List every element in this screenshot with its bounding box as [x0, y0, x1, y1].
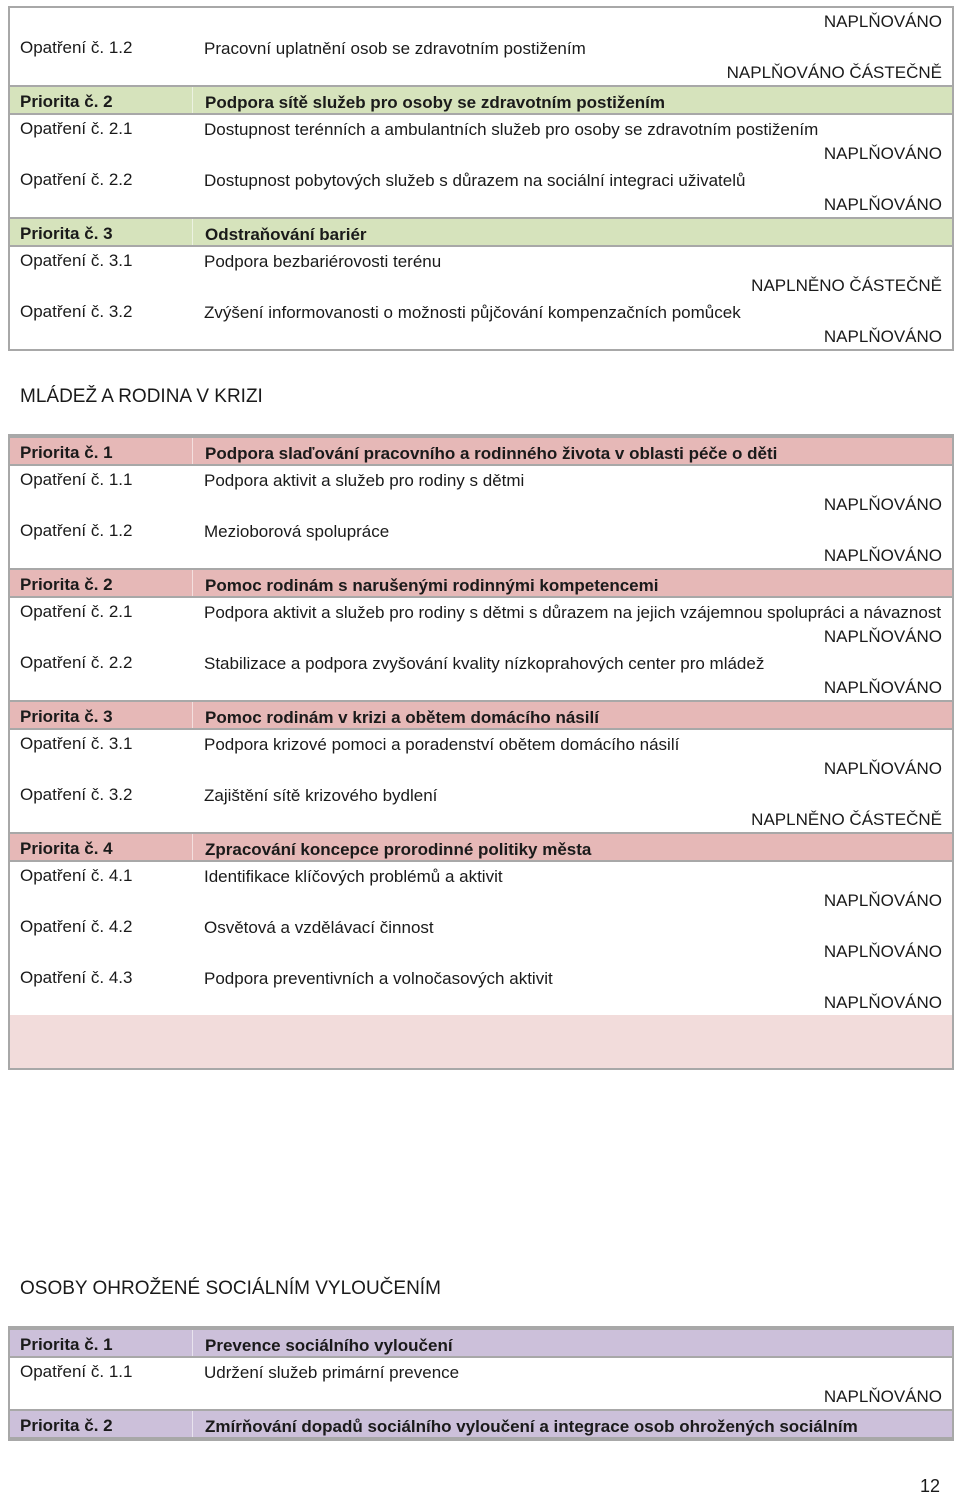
measure-code: Opatření č. 1.1 [20, 1362, 133, 1381]
priority-row [10, 700, 952, 730]
measure-title: Identifikace klíčových problémů a aktivit [204, 867, 503, 886]
measure-row [10, 781, 952, 832]
priority-code: Priorita č. 2 [20, 575, 113, 594]
measure-row [10, 598, 952, 649]
priority-code: Priorita č. 3 [20, 224, 113, 243]
status-text: NAPLŇOVÁNO [823, 942, 942, 961]
measure-title: Podpora krizové pomoci a poradenství obětem domácího násilí [204, 735, 680, 754]
measure-code: Opatření č. 2.2 [20, 653, 133, 672]
measure-row [10, 913, 952, 964]
priority-title: Podpora slaďování pracovního a rodinného života v oblasti péče o děti [205, 444, 778, 463]
priority-code: Priorita č. 2 [20, 92, 113, 111]
status-text: NAPLŇOVÁNO [823, 495, 942, 514]
youth-family-table-rows [10, 436, 952, 1015]
priority-row [10, 436, 952, 466]
priority-title: Pomoc rodinám s narušenými rodinnými kompetencemi [205, 576, 659, 595]
measure-title: Podpora aktivit a služeb pro rodiny s dětmi [204, 471, 525, 490]
priority-code: Priorita č. 1 [20, 1335, 113, 1354]
priority-code: Priorita č. 4 [20, 839, 113, 858]
priority-title: Zmírňování dopadů sociálního vyloučení a integrace osob ohrožených sociálním [205, 1417, 858, 1436]
priority-code: Priorita č. 3 [20, 707, 113, 726]
measure-code: Opatření č. 3.1 [20, 251, 133, 270]
status-text: NAPLŇOVÁNO [823, 327, 942, 346]
priority-title: Pomoc rodinám v krizi a obětem domácího násilí [205, 708, 599, 727]
status-text: NAPLŇOVÁNO [823, 12, 942, 31]
measure-code: Opatření č. 3.2 [20, 302, 133, 321]
status-text: NAPLŇOVÁNO [823, 993, 942, 1012]
priority-code: Priorita č. 2 [20, 1416, 113, 1435]
measure-code: Opatření č. 3.1 [20, 734, 133, 753]
measure-code: Opatření č. 1.2 [20, 521, 133, 540]
measure-title: Dostupnost terénních a ambulantních služeb pro osoby se zdravotním postižením [204, 120, 819, 139]
measure-title: Udržení služeb primární prevence [204, 1363, 460, 1382]
status-text: NAPLŇOVÁNO [823, 891, 942, 910]
section-heading-youth-family: MLÁDEŽ A RODINA V KRIZI [20, 386, 263, 407]
measure-title: Podpora aktivit a služeb pro rodiny s dětmi s důrazem na jejich vzájemnou spolupráci a návaznost [204, 603, 942, 622]
measure-row [10, 298, 952, 349]
status-text: NAPLNĚNO ČÁSTEČNĚ [751, 810, 942, 829]
measure-title: Podpora bezbariérovosti terénu [204, 252, 442, 271]
measure-code: Opatření č. 4.1 [20, 866, 133, 885]
status-text: NAPLŇOVÁNO ČÁSTEČNĚ [726, 63, 942, 82]
priority-row [10, 568, 952, 598]
youth-family-table [8, 434, 954, 1070]
priority-row [10, 217, 952, 247]
measure-row [10, 466, 952, 517]
measure-row [10, 166, 952, 217]
measure-title: Pracovní uplatnění osob se zdravotním postižením [204, 39, 586, 58]
priority-row [10, 1328, 952, 1358]
priority-title: Prevence sociálního vyloučení [205, 1336, 453, 1355]
measure-row [10, 730, 952, 781]
measure-row [10, 964, 952, 1015]
priority-title: Podpora sítě služeb pro osoby se zdravotním postižením [205, 93, 666, 112]
measure-code: Opatření č. 2.1 [20, 119, 133, 138]
measure-code: Opatření č. 4.3 [20, 968, 133, 987]
measure-row [10, 34, 952, 85]
page-number: 12 [919, 1476, 940, 1496]
measure-title: Zajištění sítě krizového bydlení [204, 786, 438, 805]
priority-code: Priorita č. 1 [20, 443, 113, 462]
measure-row [10, 115, 952, 166]
priority-title: Odstraňování bariér [205, 225, 367, 244]
priority-row [10, 832, 952, 862]
measure-code: Opatření č. 1.2 [20, 38, 133, 57]
status-text: NAPLŇOVÁNO [823, 678, 942, 697]
measure-code: Opatření č. 2.2 [20, 170, 133, 189]
measure-row [10, 649, 952, 700]
status-text: NAPLNĚNO ČÁSTEČNĚ [751, 276, 942, 295]
measure-title: Podpora preventivních a volnočasových aktivit [204, 969, 553, 988]
measure-code: Opatření č. 1.1 [20, 470, 133, 489]
social-exclusion-table-rows [10, 1328, 952, 1439]
disability-table [8, 6, 954, 351]
measure-row [10, 517, 952, 568]
status-text: NAPLŇOVÁNO [823, 546, 942, 565]
social-exclusion-table [8, 1326, 954, 1441]
status-text: NAPLŇOVÁNO [823, 759, 942, 778]
section-heading-social-exclusion: OSOBY OHROŽENÉ SOCIÁLNÍM VYLOUČENÍM [20, 1278, 441, 1299]
measure-title: Dostupnost pobytových služeb s důrazem na sociální integraci uživatelů [204, 171, 746, 190]
measure-code: Opatření č. 4.2 [20, 917, 133, 936]
measure-code: Opatření č. 3.2 [20, 785, 133, 804]
measure-title: Stabilizace a podpora zvyšování kvality nízkoprahových center pro mládež [204, 654, 765, 673]
measure-row [10, 862, 952, 913]
priority-row [10, 85, 952, 115]
status-text: NAPLŇOVÁNO [823, 195, 942, 214]
measure-title: Mezioborová spolupráce [204, 522, 390, 541]
measure-code: Opatření č. 2.1 [20, 602, 133, 621]
priority-title: Zpracování koncepce prorodinné politiky města [205, 840, 592, 859]
measure-title: Osvětová a vzdělávací činnost [204, 918, 434, 937]
status-text: NAPLŇOVÁNO [823, 1387, 942, 1406]
measure-row [10, 247, 952, 298]
disability-table-rows [10, 34, 952, 349]
status-text: NAPLŇOVÁNO [823, 144, 942, 163]
status-text: NAPLŇOVÁNO [823, 627, 942, 646]
measure-row [10, 1358, 952, 1409]
measure-title: Zvýšení informovanosti o možnosti půjčování kompenzačních pomůcek [204, 303, 741, 322]
priority-row [10, 1409, 952, 1439]
